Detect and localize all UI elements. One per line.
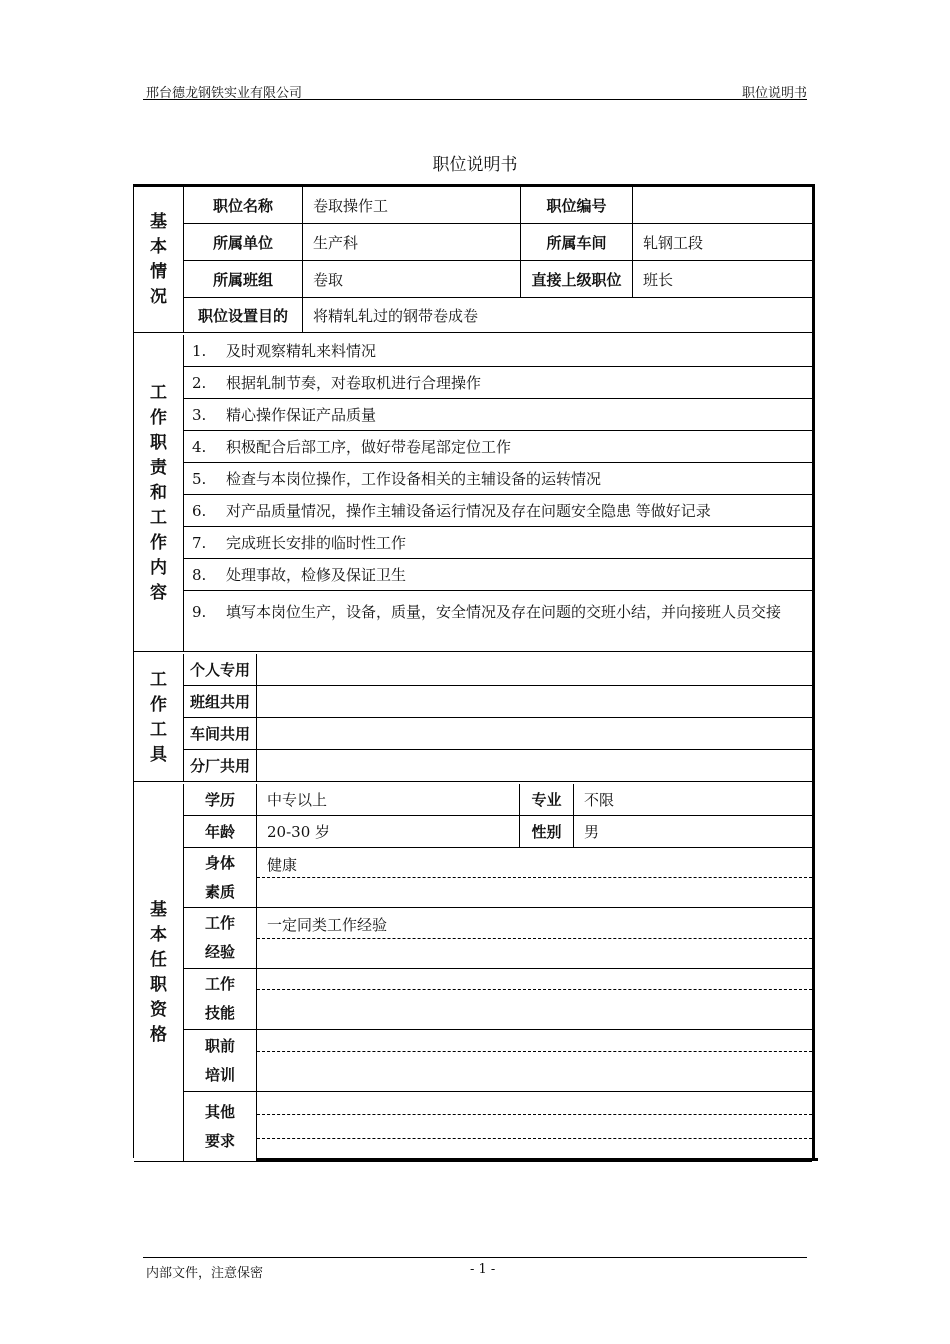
row-purpose [184,298,812,332]
header-rule [143,99,807,100]
label-team: 所属班组 [184,261,303,297]
label-experience: 工作 经验 [184,908,257,968]
tool-row [184,750,812,781]
tool-value [257,750,812,781]
value-skills [257,969,812,1029]
duty-item: 4. 积极配合后部工序，做好带卷尾部定位工作 [184,431,812,463]
dashed-line [257,989,812,990]
footer-notice: 内部文件，注意保密 [146,1266,264,1281]
row-unit [184,224,812,261]
row-training [184,1030,812,1092]
tool-row [184,654,812,686]
duty-item: 5. 检查与本岗位操作，工作设备相关的主辅设备的运转情况 [184,463,812,495]
label-major: 专业 [520,784,574,815]
label-superior: 直接上级职位 [521,261,633,297]
value-training [257,1030,812,1091]
tool-row [184,718,812,750]
section-label-qualifications: 基 本 任 职 资 格 [134,784,184,1161]
section-duties [134,335,812,652]
value-team: 卷取 [303,261,521,297]
tool-value [257,654,812,685]
label-age: 年龄 [184,816,257,847]
duty-item: 9. 填写本岗位生产，设备，质量，安全情况及存在问题的交班小结，并向接班人员交接 [192,603,782,621]
dashed-line [257,938,812,939]
value-physical: 健康 [257,848,812,907]
value-education: 中专以上 [257,784,520,815]
label-unit: 所属单位 [184,224,303,260]
job-description-table [133,184,815,1158]
tool-label: 车间共用 [184,718,257,749]
value-unit: 生产科 [303,224,521,260]
label-workshop: 所属车间 [521,224,633,260]
duty-item: 7. 完成班长安排的临时性工作 [184,527,812,559]
row-job-name [184,187,812,224]
section-qualifications [134,784,812,1162]
footer-rule [143,1257,807,1258]
value-job-no [633,187,812,223]
label-training: 职前 培训 [184,1030,257,1091]
duty-item: 2. 根据轧制节奏，对卷取机进行合理操作 [184,367,812,399]
label-purpose: 职位设置目的 [184,298,303,332]
label-physical: 身体 素质 [184,848,257,907]
tool-label: 分厂共用 [184,750,257,781]
page-number: - 1 - [470,1262,496,1277]
value-superior: 班长 [643,270,674,289]
dashed-line [257,877,812,878]
label-skills: 工作 技能 [184,969,257,1029]
row-age [184,816,812,848]
tool-label: 个人专用 [184,654,257,685]
row-education [184,784,812,816]
value-age: 20-30 岁 [257,816,520,847]
header-company: 邢台德龙钢铁实业有限公司 [146,86,303,101]
label-gender: 性别 [520,816,574,847]
value-experience: 一定同类工作经验 [257,908,812,968]
document-title: 职位说明书 [432,155,518,175]
row-team [184,261,812,298]
label-job-name: 职位名称 [184,187,303,223]
value-major: 不限 [584,791,615,809]
row-skills [184,969,812,1030]
dashed-line [257,1114,812,1115]
label-other: 其他 要求 [184,1092,257,1161]
value-job-name: 卷取操作工 [303,187,521,223]
tool-label: 班组共用 [184,686,257,717]
label-job-no: 职位编号 [521,187,633,223]
section-basic-info [134,187,812,333]
duty-item: 6. 对产品质量情况，操作主辅设备运行情况及存在问题安全隐患 等做好记录 [184,495,812,527]
duty-item: 3. 精心操作保证产品质量 [184,399,812,431]
section-tools [134,654,812,782]
value-purpose: 将精轧轧过的钢带卷成卷 [313,306,479,325]
row-physical [184,848,812,908]
dashed-line [257,1051,812,1052]
label-education: 学历 [184,784,257,815]
value-other [257,1092,812,1161]
table-bottom-border [256,1158,818,1161]
section-label-basic: 基 本 情 况 [134,187,184,332]
value-gender: 男 [584,823,600,841]
tool-value [257,686,812,717]
tool-row [184,686,812,718]
value-workshop: 轧钢工段 [643,233,704,252]
row-experience [184,908,812,969]
header-doc-type: 职位说明书 [741,86,807,101]
row-other [184,1092,812,1161]
tool-value [257,718,812,749]
duty-item: 1. 及时观察精轧来料情况 [184,335,812,367]
duty-item: 8. 处理事故，检修及保证卫生 [184,559,812,591]
section-label-tools: 工 作 工 具 [134,654,184,781]
section-label-duties: 工 作 职 责 和 工 作 内 容 [134,335,184,651]
dashed-line [257,1138,812,1139]
